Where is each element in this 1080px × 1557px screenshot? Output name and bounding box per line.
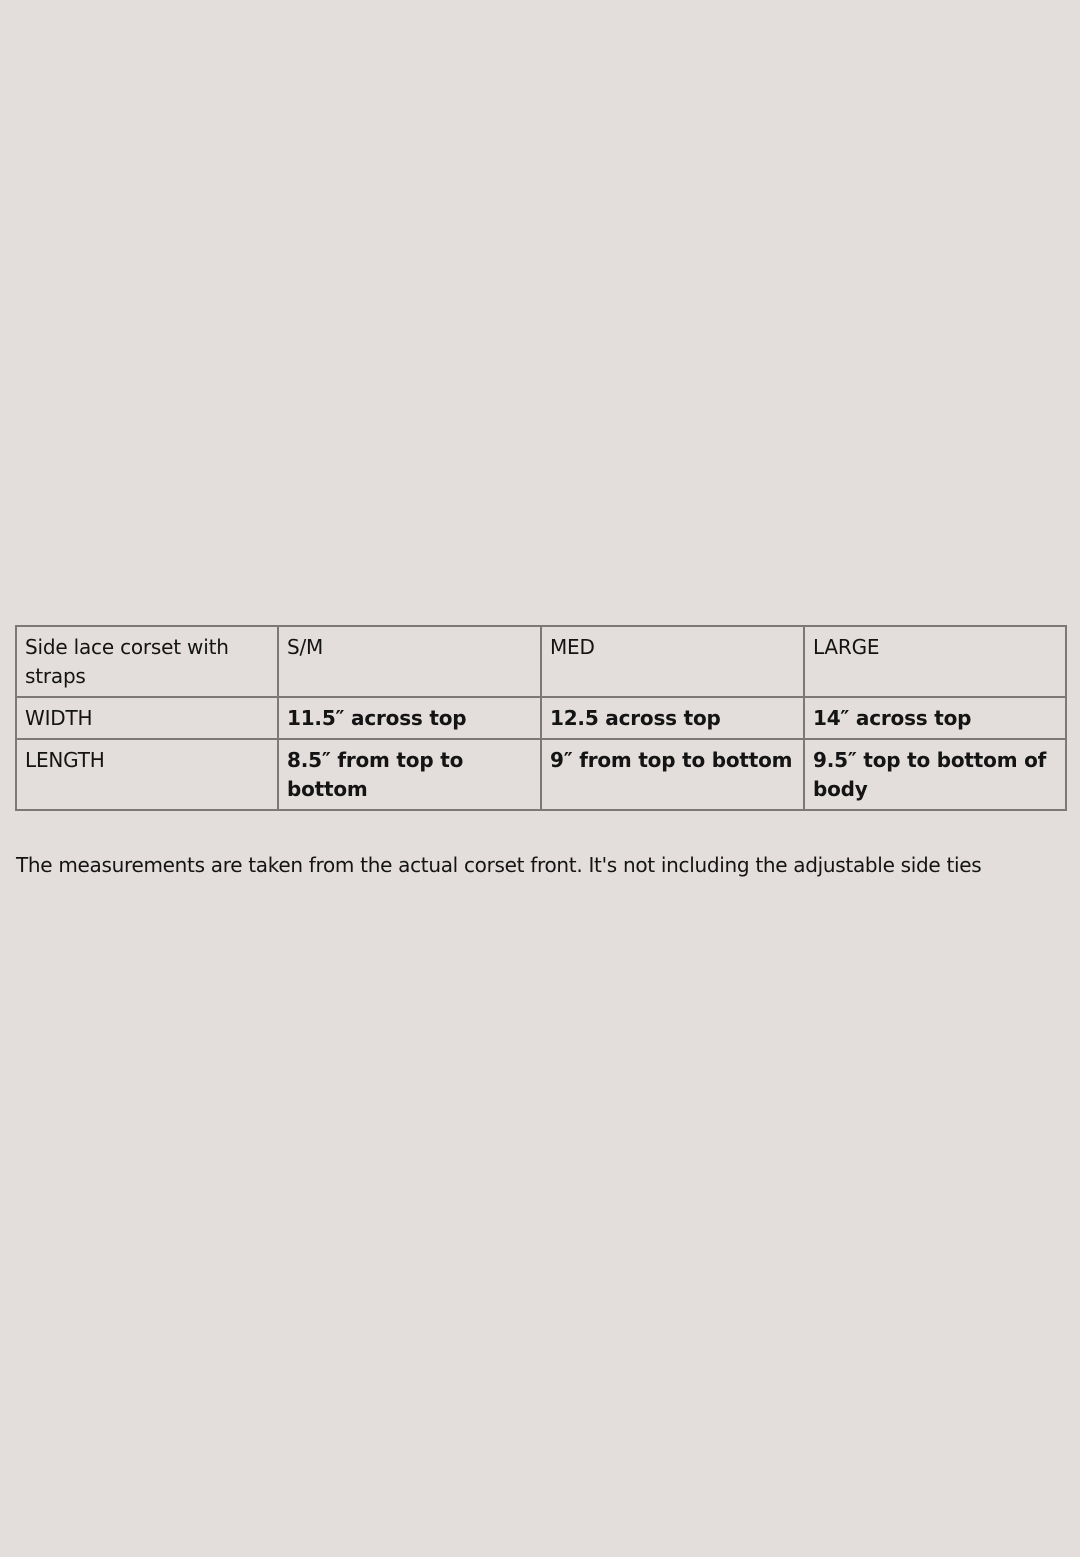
- size-header-med: MED: [541, 626, 804, 697]
- length-large-cell: 9.5″ top to bottom of body: [804, 739, 1066, 810]
- width-large-cell: 14″ across top: [804, 697, 1066, 739]
- row-label-length: LENGTH: [16, 739, 278, 810]
- row-label-width: WIDTH: [16, 697, 278, 739]
- size-header-sm: S/M: [278, 626, 541, 697]
- table-row-length: [16, 739, 1066, 810]
- width-sm-cell: 11.5″ across top: [278, 697, 541, 739]
- length-sm-cell: 8.5″ from top to bottom: [278, 739, 541, 810]
- size-header-large: LARGE: [804, 626, 1066, 697]
- width-med-cell: 12.5 across top: [541, 697, 804, 739]
- table-header-row: [16, 626, 1066, 697]
- length-med-cell: 9″ from top to bottom: [541, 739, 804, 810]
- measurement-note: The measurements are taken from the actual corset front. It's not including the adjustable side ties: [16, 853, 982, 877]
- table-row-width: [16, 697, 1066, 739]
- size-chart-table: [15, 625, 1067, 811]
- product-name-cell: Side lace corset with straps: [16, 626, 278, 697]
